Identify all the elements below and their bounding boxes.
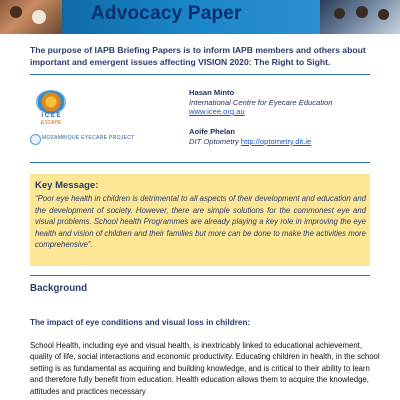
header-banner [0, 0, 400, 34]
header-photo-right [320, 0, 400, 34]
subsection-heading: The impact of eye conditions and visual loss in children: [30, 318, 251, 327]
mozambique-logo-text: MOZAMBIQUE EYECARE PROJECT [42, 135, 135, 141]
page-title: Advocacy Paper [91, 3, 242, 24]
child-figure [32, 10, 46, 24]
divider-middle [30, 162, 370, 163]
icee-logo-text: I C E E [41, 113, 61, 119]
author-name: Aoife Phelan [189, 127, 235, 136]
icee-logo [36, 90, 66, 130]
icee-logo-subtext: ESCAPE [40, 120, 62, 126]
key-message-title: Key Message: [35, 180, 99, 191]
author-name: Hasan Minto [189, 88, 235, 97]
author-link[interactable]: http://optometry.dit.ie [240, 136, 312, 146]
intro-text: The purpose of IAPB Briefing Papers is to inform IAPB members and others about important and emergent issues affecting VISION 2020: The Right to Sight. [30, 45, 366, 67]
child-figure [378, 9, 389, 20]
key-message-box [30, 174, 370, 266]
header-photo-left [0, 0, 62, 34]
child-figure [10, 6, 22, 18]
eye-icon [30, 134, 41, 145]
author-link[interactable]: www.icee.org.au [189, 107, 245, 116]
divider-top [30, 74, 370, 75]
author-org: International Centre for Eyecare Education [189, 97, 333, 107]
author-block [189, 88, 333, 117]
body-paragraph: School Health, including eye and visual health, is inextricably linked to educational achievement, quality of life, social interactions and economic productivity. Educating children in health, in the school setting is as fundamental as acquiring and building knowledge, and is critical to their ability to learn and therefore fully benefit from education. Health education allows them to acquire the knowledge, attitudes and practices necessary [30, 341, 380, 396]
child-figure [356, 6, 368, 18]
eye-icon [36, 90, 66, 114]
author-org: DIT Optometry [189, 136, 239, 146]
divider-bottom [30, 275, 370, 276]
section-heading-background: Background [30, 283, 88, 294]
author-block [189, 127, 311, 146]
author-affiliation [189, 137, 311, 147]
child-figure [334, 8, 345, 19]
key-message-body: “Poor eye health in children is detrimental to all aspects of their development and education and the development of society. However, there are simple solutions for the commonest eye and visual problems. School health Programmes are already playing a key role in improving the eye health and vision of children and their families but more can be done to make the activities more comprehensive”. [35, 194, 366, 250]
